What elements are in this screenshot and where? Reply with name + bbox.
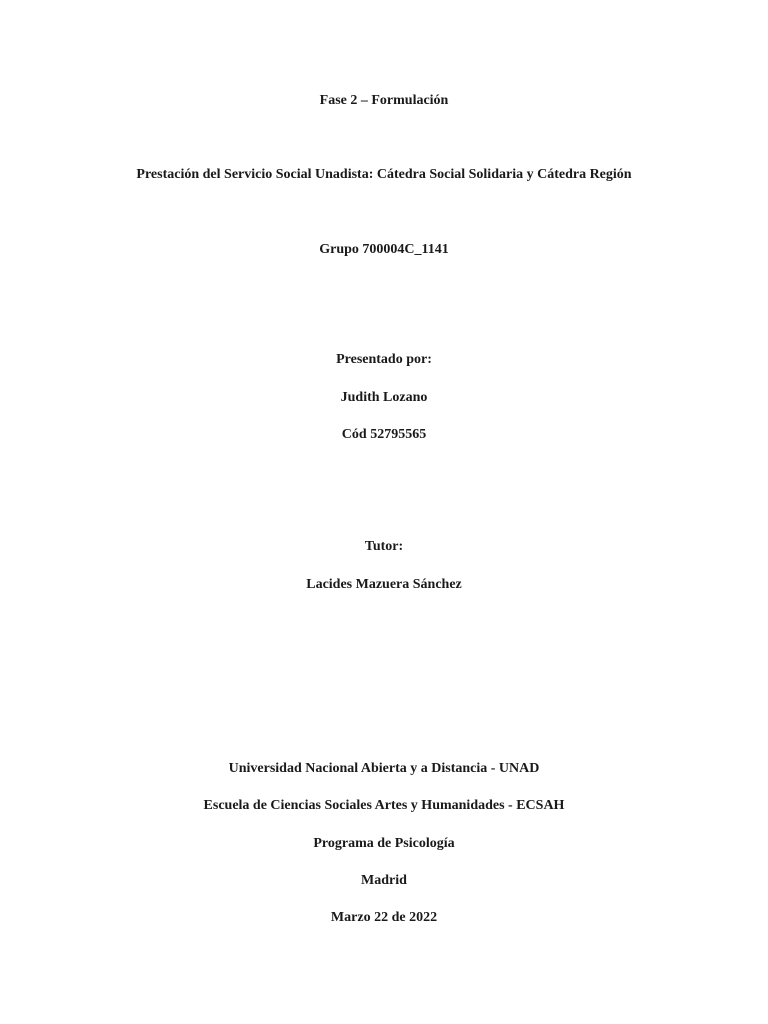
document-title: Prestación del Servicio Social Unadista: Cátedra Social Solidaria y Cátedra Región	[136, 167, 632, 182]
author-code: Cód 52795565	[341, 427, 427, 442]
author-name: Judith Lozano	[340, 390, 428, 405]
city: Madrid	[361, 873, 407, 888]
phase-heading: Fase 2 – Formulación	[319, 93, 449, 108]
tutor-name: Lacides Mazuera Sánchez	[306, 577, 462, 592]
school-name: Escuela de Ciencias Sociales Artes y Humanidades - ECSAH	[203, 798, 565, 813]
program-name: Programa de Psicología	[313, 836, 455, 851]
presented-by-label: Presentado por:	[336, 352, 432, 367]
university-name: Universidad Nacional Abierta y a Distancia - UNAD	[228, 761, 540, 776]
document-date: Marzo 22 de 2022	[330, 910, 438, 925]
group-code: Grupo 700004C_1141	[319, 242, 449, 257]
tutor-label: Tutor:	[364, 539, 404, 554]
